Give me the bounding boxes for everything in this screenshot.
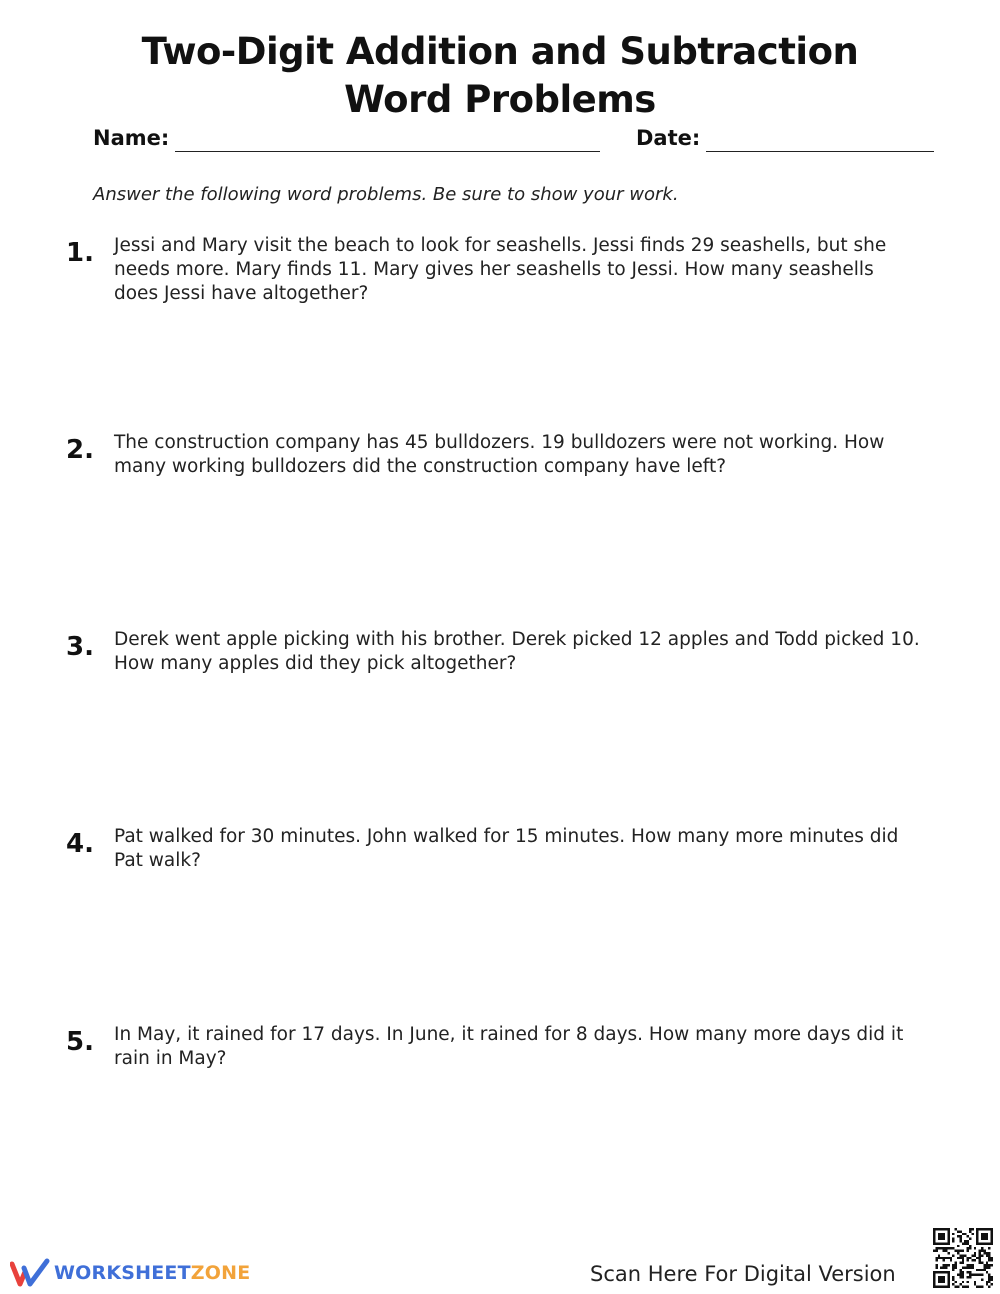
logo-word-zone: ZONE xyxy=(190,1262,251,1284)
qr-code-icon[interactable] xyxy=(933,1228,993,1288)
name-line[interactable] xyxy=(175,125,600,152)
date-field[interactable] xyxy=(636,124,934,152)
name-label: Name: xyxy=(93,126,170,150)
problem-text: Derek went apple picking with his brother. Derek picked 12 apples and Todd picked 10. How many apples did they pick altogether? xyxy=(114,629,920,674)
problem-text: The construction company has 45 bulldozers. 19 bulldozers were not working. How many working bulldozers did the construction company have left? xyxy=(114,432,885,477)
worksheetzone-logo[interactable] xyxy=(10,1258,250,1288)
instructions: Answer the following word problems. Be sure to show your work. xyxy=(93,184,679,205)
problem-number: 5. xyxy=(66,1027,94,1057)
date-line[interactable] xyxy=(706,125,934,152)
logo-wordmark xyxy=(54,1262,250,1284)
problem-number: 1. xyxy=(66,238,94,268)
page-title xyxy=(0,28,1000,124)
title-line-2: Word Problems xyxy=(344,78,656,121)
logo-word-worksheet: WORKSHEET xyxy=(54,1262,191,1284)
w-check-logo-icon xyxy=(10,1258,50,1288)
problem-number: 2. xyxy=(66,435,94,465)
problem-text: In May, it rained for 17 days. In June, it rained for 8 days. How many more days did it rain in May? xyxy=(114,1024,904,1069)
name-field[interactable] xyxy=(93,124,600,152)
problem-number: 3. xyxy=(66,632,94,662)
date-label: Date: xyxy=(636,126,701,150)
problem-text: Jessi and Mary visit the beach to look for seashells. Jessi finds 29 seashells, but she needs more. Mary finds 11. Mary gives her seashells to Jessi. How many seashells does Jessi have altogether? xyxy=(114,235,887,304)
problem-number: 4. xyxy=(66,829,94,859)
scan-text: Scan Here For Digital Version xyxy=(590,1262,896,1286)
title-line-1: Two-Digit Addition and Subtraction xyxy=(141,30,859,73)
problem-text: Pat walked for 30 minutes. John walked for 15 minutes. How many more minutes did Pat walk? xyxy=(114,826,899,871)
